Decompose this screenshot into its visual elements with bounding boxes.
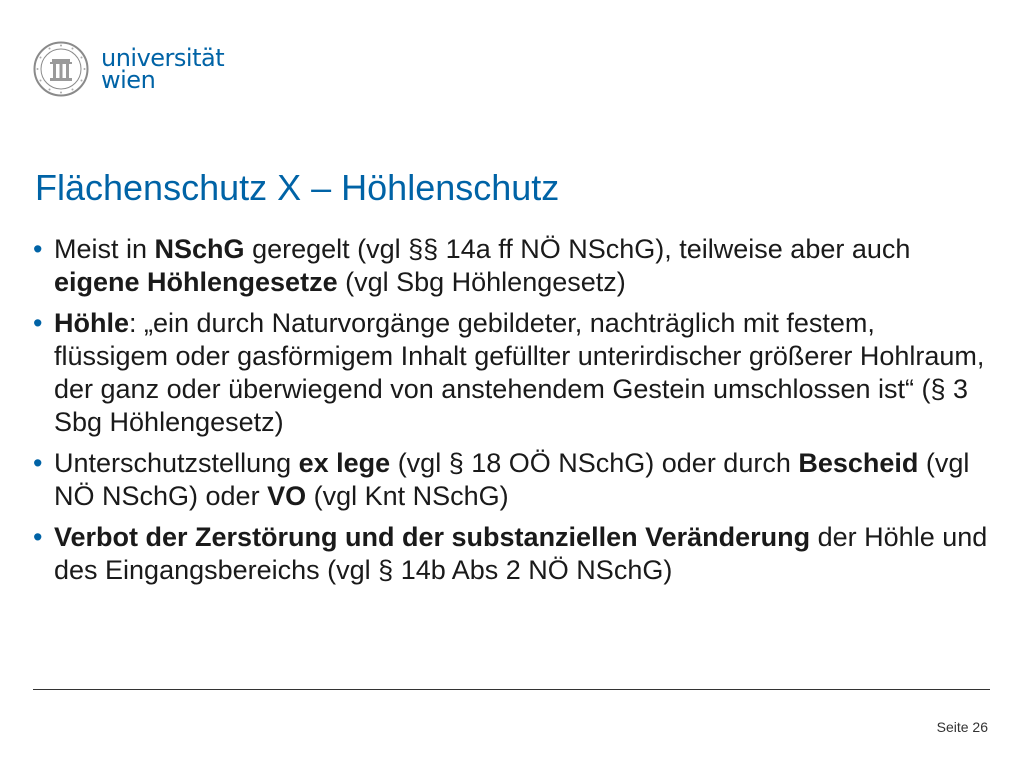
bullet-text-bold: VO xyxy=(267,481,307,511)
bullet-text-bold: Bescheid xyxy=(798,448,919,478)
bullet-text-bold: NSchG xyxy=(154,234,245,264)
bullet-list xyxy=(33,233,993,595)
bullet-text-bold: Verbot der Zerstörung und der substanziellen Veränderung xyxy=(54,522,811,552)
bullet-text: (vgl NÖ NSchG) oder xyxy=(54,448,970,511)
page-number: Seite 26 xyxy=(936,719,988,735)
university-logo xyxy=(33,40,224,98)
slide-title: Flächenschutz X – Höhlenschutz xyxy=(35,167,560,208)
logo-line-wien: wien xyxy=(101,66,156,94)
logo-wordmark xyxy=(101,44,225,94)
bullet-marker-icon: • xyxy=(33,234,43,264)
bullet-text: der Höhle und des Eingangsbereichs (vgl § 14b Abs 2 NÖ NSchG) xyxy=(54,522,988,585)
bullet-text: (vgl § 18 OÖ NSchG) oder durch xyxy=(390,448,799,478)
footer-divider xyxy=(33,689,990,690)
bullet-marker-icon: • xyxy=(33,522,43,552)
bullet-text-bold: ex lege xyxy=(298,448,391,478)
bullet-item xyxy=(33,521,993,587)
bullet-item xyxy=(33,233,993,299)
bullet-text-bold: eigene Höhlengesetze xyxy=(54,267,338,297)
university-seal-icon xyxy=(33,41,89,97)
bullet-item xyxy=(33,447,993,513)
bullet-text: : „ein durch Naturvorgänge gebildeter, nachträglich mit festem, flüssigem oder gasförmigem Inhalt gefüllter unterirdischer größerer Hohlraum, der ganz oder überwiegend von anstehendem Gestein umschlossen ist“ (§ 3 Sbg Höhlengesetz) xyxy=(54,308,985,437)
bullet-item xyxy=(33,307,993,439)
bullet-text: Unterschutzstellung xyxy=(54,448,299,478)
logo-line-universitaet: universität xyxy=(101,44,225,72)
bullet-text: (vgl Knt NSchG) xyxy=(306,481,509,511)
bullet-text: geregelt (vgl §§ 14a ff NÖ NSchG), teilweise aber auch xyxy=(244,234,911,264)
bullet-marker-icon: • xyxy=(33,448,43,478)
bullet-text-bold: Höhle xyxy=(54,308,130,338)
bullet-text: Meist in xyxy=(54,234,155,264)
bullet-marker-icon: • xyxy=(33,308,43,338)
bullet-text: (vgl Sbg Höhlengesetz) xyxy=(337,267,626,297)
